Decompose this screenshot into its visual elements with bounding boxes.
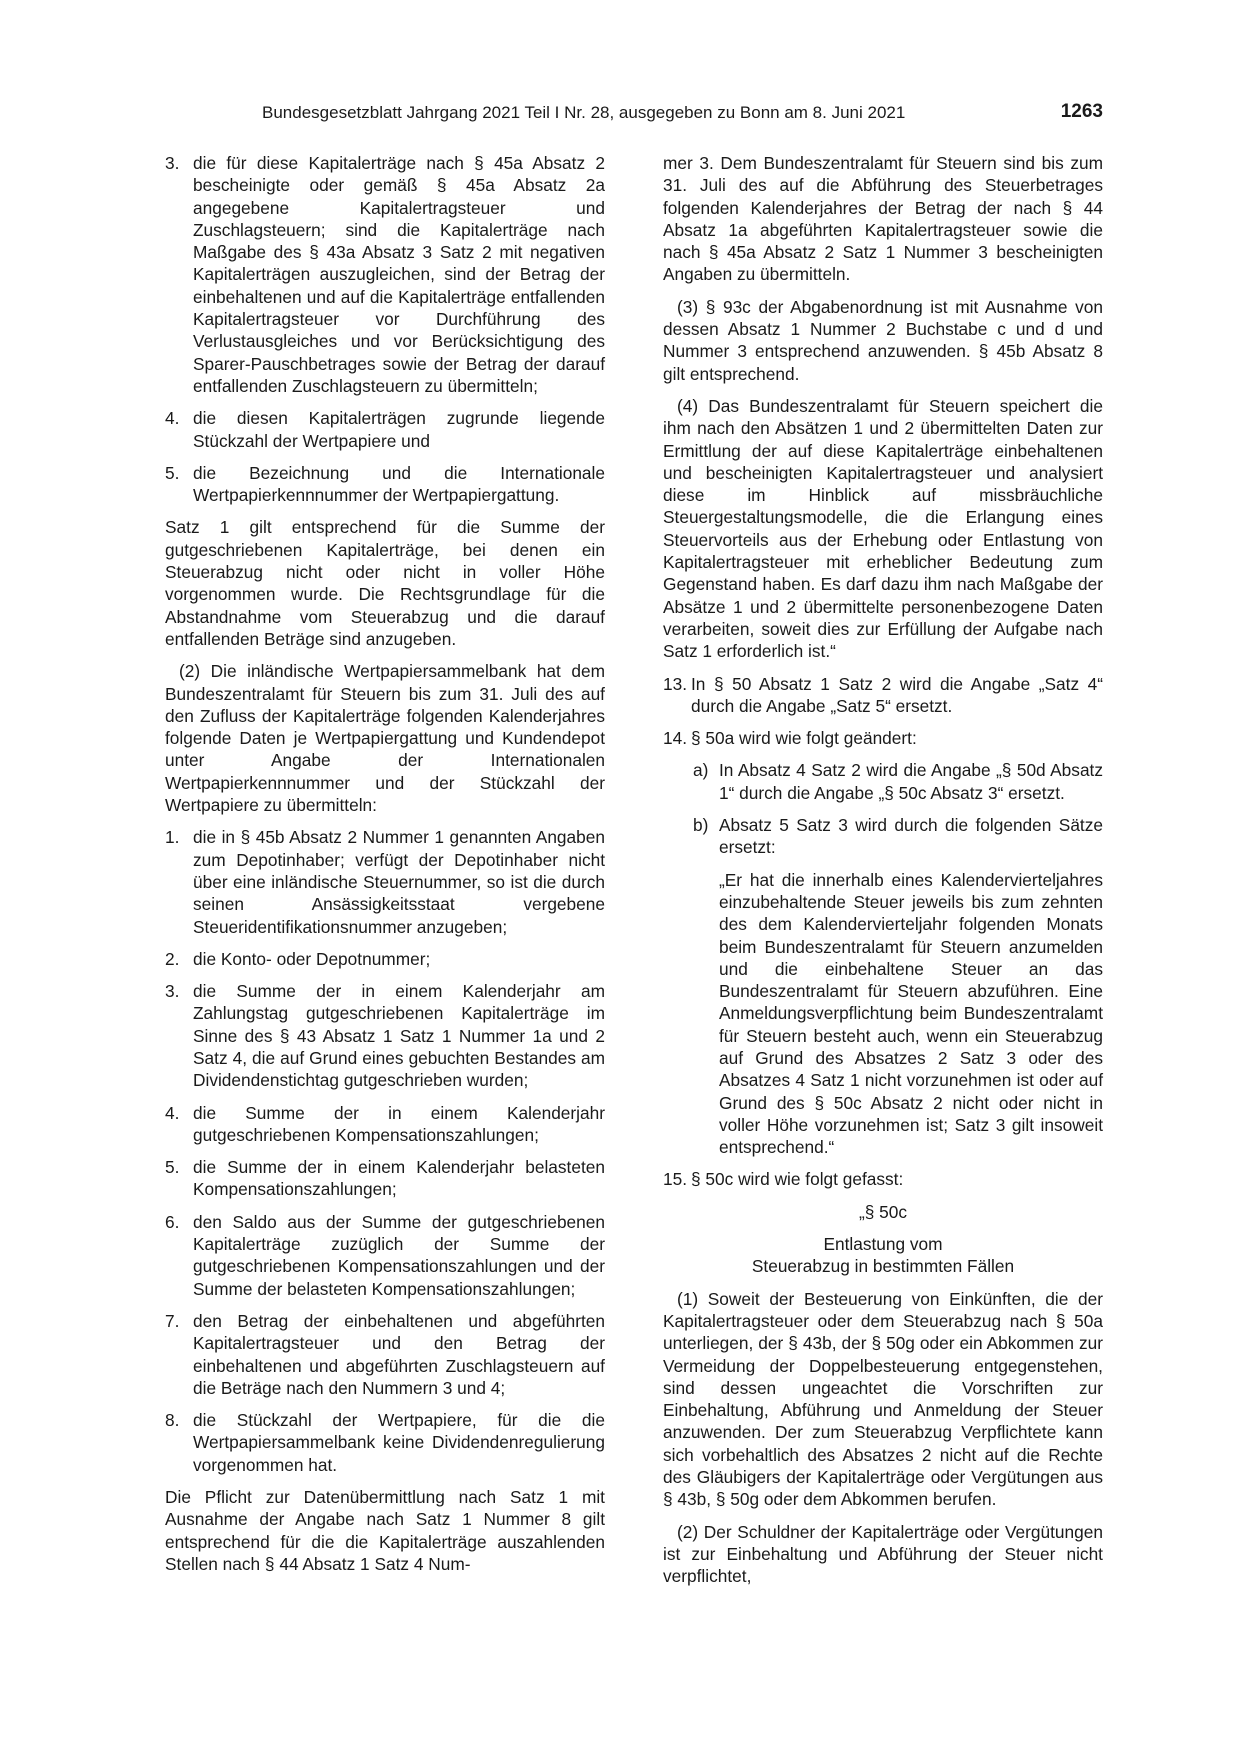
right-column <box>663 152 1103 1598</box>
list-text: die Summe der in einem Kalenderjahr gutgeschriebenen Kompensationszahlungen; <box>193 1102 605 1145</box>
list-item <box>165 1156 605 1201</box>
list-item <box>165 1310 605 1399</box>
list-item <box>663 1168 1103 1190</box>
paragraph-absatz-4: (4) Das Bundeszentralamt für Steuern speichert die ihm nach den Absätzen 1 und 2 übermittelten Daten zur Ermittlung der auf diese Kapitalerträge einbehaltenen und bescheinigten Kapitalertragsteuer und analysiert diese im Hinblick auf missbräuchliche Steuergestaltungsmodelle, die die Erlangung eines Steuervorteils aus der Erhebung oder Entlastung von Kapitalertragsteuer mit erheblicher Bedeutung zum Gegenstand haben. Es darf dazu ihm nach Maßgabe der Absätze 1 und 2 übermittelte personenbezogene Daten verarbeiten, soweit dies zur Erfüllung der Aufgabe nach Satz 1 erforderlich ist.“ <box>663 395 1103 662</box>
list-number: 13. <box>663 673 688 694</box>
left-column <box>165 152 605 1585</box>
list-text: die Stückzahl der Wertpapiere, für die die Wertpapiersammelbank keine Dividendenregulierung vorgenommen hat. <box>193 1410 605 1475</box>
list-item <box>165 826 605 937</box>
paragraph-satz1: Satz 1 gilt entsprechend für die Summe der gutgeschriebenen Kapitalerträge, bei denen ein Steuerabzug nicht oder nicht in voller Höhe vorgenommen wurde. Die Rechtsgrundlage für die Abstandnahme vom Steuerabzug und die darauf entfallenden Beträge sind anzugeben. <box>165 517 605 649</box>
list-item <box>663 727 1103 749</box>
list-number: 8. <box>165 1410 180 1431</box>
list-item <box>165 948 605 970</box>
list-text: die Summe der in einem Kalenderjahr am Zahlungstag gutgeschriebenen Kapitalerträge im Sinne des § 43 Absatz 1 Satz 1 Nummer 1a und 2 Satz 4, die auf Grund eines gebuchten Bestandes am Dividendenstichtag gutgeschrieben wurden; <box>193 981 605 1091</box>
page-header <box>165 102 1103 126</box>
section-heading: „§ 50c <box>858 1201 908 1222</box>
sub-list-letter: b) <box>693 815 709 836</box>
list-text: die für diese Kapitalerträge nach § 45a Absatz 2 bescheinigte oder gemäß § 45a Absatz 2a angegebene Kapitalertragsteuer und Zuschlagsteuern; sind die Kapitalerträge nach Maßgabe des § 43a Absatz 3 Satz 2 mit negativen Kapitalerträgen auszugleichen, sind der Betrag der einbehaltenen und auf die Kapitalerträge entfallenden Kapitalertragsteuer vor Durchführung des Verlustausgleiches und vor Berücksichtigung des Sparer-Pauschbetrages sowie der Betrag der darauf entfallenden Zuschlagsteuern zu übermitteln; <box>193 153 605 396</box>
list-text: § 50c wird wie folgt gefasst: <box>691 1169 904 1190</box>
list-number: 5. <box>165 1157 180 1178</box>
list-number: 4. <box>165 1102 180 1123</box>
list-text: § 50a wird wie folgt geändert: <box>691 728 917 749</box>
paragraph-50c-absatz-1: (1) Soweit der Besteuerung von Einkünften, die der Kapitalertragsteuer oder dem Steuerabzug nach § 50a unterliegen, der § 43b, der § 50g oder ein Abkommen zur Vermeidung der Doppelbesteuerung entgegenstehen, sind dessen ungeachtet die Vorschriften zur Einbehaltung, Abführung und Anmeldung der Steuer anzuwenden. Der zum Steuerabzug Verpflichtete kann sich vorbehaltlich des Absatzes 2 nicht auf die Rechte des Gläubigers der Kapitalerträge oder Vergütungen aus § 43b, § 50g oder dem Abkommen berufen. <box>663 1288 1103 1510</box>
list-number: 6. <box>165 1211 180 1232</box>
list-number: 5. <box>165 462 180 483</box>
list-item <box>165 152 605 397</box>
paragraph-pflicht: Die Pflicht zur Datenübermittlung nach Satz 1 mit Ausnahme der Angabe nach Satz 1 Nummer 8 gilt entsprechend für die die Kapitalerträge auszahlenden Stellen nach § 44 Absatz 1 Satz 4 Num- <box>165 1487 605 1574</box>
list-number: 7. <box>165 1310 180 1331</box>
section-title-line-1: Entlastung vom <box>823 1234 943 1255</box>
list-item <box>165 980 605 1091</box>
sub-list-letter: a) <box>693 760 709 781</box>
list-number: 14. <box>663 728 688 749</box>
list-number: 1. <box>165 827 180 848</box>
paragraph-absatz-3: (3) § 93c der Abgabenordnung ist mit Ausnahme von dessen Absatz 1 Nummer 2 Buchstabe c und d und Nummer 3 entsprechend anzuwenden. § 45b Absatz 8 gilt entsprechend. <box>663 296 1103 384</box>
list-number: 3. <box>165 981 180 1002</box>
paragraph-50c-absatz-2: (2) Der Schuldner der Kapitalerträge oder Vergütungen ist zur Einbehaltung und Abführung der Steuer nicht verpflichtet, <box>663 1521 1103 1587</box>
sub-list-text: Absatz 5 Satz 3 wird durch die folgenden Sätze ersetzt: <box>719 815 1103 858</box>
header-title: Bundesgesetzblatt Jahrgang 2021 Teil I Nr. 28, ausgegeben zu Bonn am 8. Juni 2021 <box>262 103 906 122</box>
list-number: 3. <box>165 153 180 173</box>
list-text: die Summe der in einem Kalenderjahr belasteten Kompensationszahlungen; <box>193 1157 605 1200</box>
list-item <box>165 407 605 452</box>
paragraph-continuation: mer 3. Dem Bundeszentralamt für Steuern sind bis zum 31. Juli des auf die Abführung des Steuerbetrages folgenden Kalenderjahres der Betrag der nach § 44 Absatz 1a abgeführten Kapitalertragsteuer sowie die nach § 45a Absatz 2 Satz 1 Nummer 3 bescheinigten Angaben zu übermitteln. <box>663 153 1103 285</box>
list-item <box>165 1409 605 1476</box>
list-text: die Konto- oder Depotnummer; <box>193 948 431 969</box>
sub-list-item <box>693 759 1103 804</box>
list-number: 4. <box>165 408 180 429</box>
list-text: den Betrag der einbehaltenen und abgeführten Kapitalertragsteuer und den Betrag der einbehaltenen und abgeführten Zuschlagsteuern auf die Beträge nach den Nummern 3 und 4; <box>193 1310 605 1398</box>
page-number: 1263 <box>1060 101 1103 122</box>
list-text: die Bezeichnung und die Internationale Wertpapierkennnummer der Wertpapiergattung. <box>193 462 605 506</box>
list-item <box>165 1102 605 1147</box>
list-text: den Saldo aus der Summe der gutgeschriebenen Kapitalerträge zuzüglich der Summe der gutgeschriebenen Kompensationszahlungen und der Summe der belasteten Kompensationszahlungen; <box>193 1211 605 1299</box>
sub-list-item <box>693 814 1103 859</box>
list-item <box>165 462 605 507</box>
list-item <box>663 673 1103 718</box>
sub-list-text: In Absatz 4 Satz 2 wird die Angabe „§ 50d Absatz 1“ durch die Angabe „§ 50c Absatz 3“ ersetzt. <box>719 760 1103 803</box>
quoted-amendment: „Er hat die innerhalb eines Kalendervierteljahres einzubehaltende Steuer jeweils bis zum zehnten des dem Kalendervierteljahr folgenden Monats beim Bundeszentralamt für Steuern anzumelden und die einbehaltene Steuer an das Bundeszentralamt für Steuern abzuführen. Eine Anmeldungsverpflichtung beim Bundeszentralamt für Steuern besteht auch, wenn ein Steuerabzug auf Grund des Absatzes 2 Satz 3 oder des Absatzes 4 Satz 1 nicht vorzunehmen ist oder auf Grund des § 50c Absatz 2 nicht oder nicht in voller Höhe vorzunehmen ist; Satz 3 gilt insoweit entsprechend.“ <box>719 869 1103 1158</box>
paragraph-absatz-2: (2) Die inländische Wertpapiersammelbank hat dem Bundeszentralamt für Steuern bis zum 31. Juli des auf den Zufluss der Kapitalerträge folgenden Kalenderjahres folgende Daten je Wertpapiergattung und Kundendepot unter Angabe der Internationalen Wertpapierkennnummer und der Stückzahl der Wertpapiere zu übermitteln: <box>165 661 605 816</box>
section-title-line-2: Steuerabzug in bestimmten Fällen <box>751 1256 1015 1277</box>
list-number: 15. <box>663 1169 688 1190</box>
list-item <box>165 1211 605 1300</box>
list-text: In § 50 Absatz 1 Satz 2 wird die Angabe „Satz 4“ durch die Angabe „Satz 5“ ersetzt. <box>691 673 1103 716</box>
list-text: die diesen Kapitalerträgen zugrunde liegende Stückzahl der Wertpapiere und <box>193 408 605 451</box>
list-text: die in § 45b Absatz 2 Nummer 1 genannten Angaben zum Depotinhaber; verfügt der Depotinhaber nicht über eine inländische Steuernummer, so ist die durch seinen Ansässigkeitsstaat vergebene Steueridentifikationsnummer anzugeben; <box>193 827 605 937</box>
list-number: 2. <box>165 948 180 969</box>
